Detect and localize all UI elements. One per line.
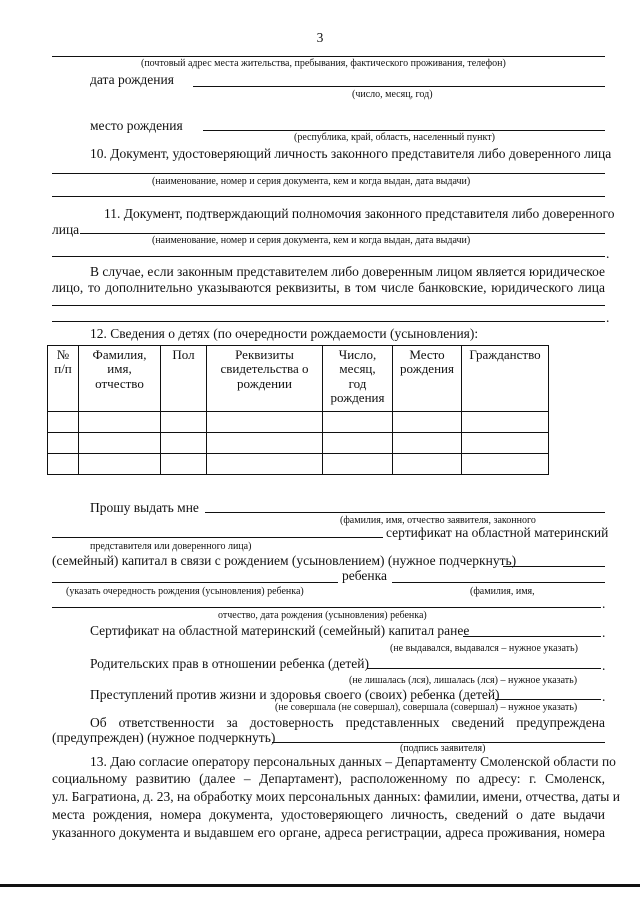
birth-place-label: место рождения <box>90 118 183 133</box>
table-row <box>48 433 549 454</box>
parental-rights-line[interactable] <box>367 668 601 669</box>
request-applicant-line-2[interactable] <box>52 537 383 538</box>
item13-line2: социальному развитию (далее – Департамент), расположенному по адресу: г. Смоленск, <box>52 771 605 786</box>
table-cell[interactable] <box>462 433 549 454</box>
page-number: 3 <box>316 30 324 45</box>
item13-line5: указанного документа и выдавшем его органе, адреса регистрации, адреса проживания, номера <box>52 825 605 840</box>
item11-line[interactable] <box>80 233 605 234</box>
legal-entity-line-a[interactable] <box>52 305 605 306</box>
table-cell[interactable] <box>161 433 207 454</box>
item11-heading-line1: 11. Документ, подтверждающий полномочия законного представителя либо доверенного <box>104 206 615 221</box>
table-cell[interactable] <box>462 454 549 475</box>
table-cell[interactable] <box>79 454 161 475</box>
table-cell[interactable] <box>323 454 393 475</box>
table-cell[interactable] <box>462 412 549 433</box>
birth-place-line[interactable] <box>203 130 605 131</box>
request-end-mark: . <box>602 596 606 611</box>
birth-place-caption: (республика, край, область, населенный пункт) <box>294 132 495 143</box>
col-birth-date: Число, месяц, год рождения <box>323 346 393 412</box>
request-caption-e: отчество, дата рождения (усыновления) ребенка) <box>218 610 427 621</box>
table-cell[interactable] <box>161 412 207 433</box>
address-line[interactable] <box>52 56 605 57</box>
table-cell[interactable] <box>393 433 462 454</box>
table-cell[interactable] <box>161 454 207 475</box>
certificate-before-end-mark: . <box>602 625 606 640</box>
table-cell[interactable] <box>207 433 323 454</box>
crimes-text: Преступлений против жизни и здоровья своего (своих) ребенка (детей) <box>90 687 500 702</box>
certificate-before-caption: (не выдавался, выдавался – нужное указать) <box>390 643 578 654</box>
item13-line1: 13. Даю согласие оператору персональных данных – Департаменту Смоленской области по <box>90 754 616 769</box>
table-cell[interactable] <box>393 412 462 433</box>
certificate-before-text: Сертификат на областной материнский (семейный) капитал ранее <box>90 623 470 638</box>
crimes-caption: (не совершала (не совершал), совершала (совершал) – нужное указать) <box>275 702 578 713</box>
children-table <box>47 345 549 475</box>
item11-line-2[interactable] <box>52 256 605 257</box>
request-child-line[interactable] <box>392 582 605 583</box>
request-label: Прошу выдать мне <box>90 500 199 515</box>
table-cell[interactable] <box>207 454 323 475</box>
request-applicant-line[interactable] <box>205 512 605 513</box>
col-number: № п/п <box>48 346 79 412</box>
request-child-word: ребенка <box>342 568 387 583</box>
col-citizenship: Гражданство <box>462 346 549 412</box>
item13-line4: места рождения, номера документа, удостоверяющего личность, сведений о дате выдачи <box>52 807 605 822</box>
request-caption-a: (фамилия, имя, отчество заявителя, законного <box>340 515 536 526</box>
parental-rights-text: Родительских прав в отношении ребенка (детей) <box>90 656 369 671</box>
table-cell[interactable] <box>79 433 161 454</box>
col-birth-certificate: Реквизиты свидетельства о рождении <box>207 346 323 412</box>
liability-caption: (подпись заявителя) <box>400 743 486 754</box>
page-bottom-rule <box>0 884 640 887</box>
request-caption-d: (фамилия, имя, <box>470 586 535 597</box>
legal-entity-line2: лицо, то дополнительно указываются реквизиты, в том числе банковские, юридического лица <box>52 280 605 295</box>
item11-caption: (наименование, номер и серия документа, кем и когда выдан, дата выдачи) <box>152 235 471 246</box>
liability-line1: Об ответственности за достоверность представленных сведений предупреждена <box>90 715 605 730</box>
item10-line-2[interactable] <box>52 196 605 197</box>
request-child-details-line[interactable] <box>52 607 601 608</box>
request-capital-line[interactable] <box>503 566 605 567</box>
birth-date-line[interactable] <box>193 86 605 87</box>
legal-entity-line1: В случае, если законным представителем либо доверенным лицом является юридическое <box>90 264 605 279</box>
birth-date-caption: (число, месяц, год) <box>352 89 433 100</box>
table-row <box>48 454 549 475</box>
parental-rights-caption: (не лишалась (лся), лишалась (лся) – нужное указать) <box>349 675 578 686</box>
item10-line[interactable] <box>52 173 605 174</box>
liability-line2: (предупрежден) (нужное подчеркнуть) <box>52 730 276 745</box>
table-cell[interactable] <box>323 412 393 433</box>
item10-caption: (наименование, номер и серия документа, кем и когда выдан, дата выдачи) <box>152 176 471 187</box>
crimes-end-mark: . <box>602 689 606 704</box>
table-cell[interactable] <box>48 454 79 475</box>
parental-rights-end-mark: . <box>602 658 606 673</box>
certificate-before-line[interactable] <box>463 636 601 637</box>
table-cell[interactable] <box>48 412 79 433</box>
item13-line3: ул. Багратиона, д. 23, на обработку моих персональных данных: фамилии, имени, отчества, даты и <box>52 789 620 804</box>
item12-heading: 12. Сведения о детях (по очередности рождаемости (усыновления): <box>90 326 479 341</box>
legal-entity-end-mark: . <box>606 310 610 325</box>
request-certificate-text: сертификат на областной материнский <box>386 525 609 540</box>
request-capital-text: (семейный) капитал в связи с рождением (усыновлением) (нужное подчеркнуть) <box>52 553 517 568</box>
crimes-line[interactable] <box>495 699 601 700</box>
table-cell[interactable] <box>207 412 323 433</box>
legal-entity-line-b[interactable] <box>52 321 605 322</box>
table-cell[interactable] <box>393 454 462 475</box>
request-order-line[interactable] <box>52 582 338 583</box>
col-fullname: Фамилия, имя, отчество <box>79 346 161 412</box>
table-cell[interactable] <box>48 433 79 454</box>
birth-date-label: дата рождения <box>90 72 174 87</box>
table-cell[interactable] <box>323 433 393 454</box>
item11-end-mark: . <box>606 246 610 261</box>
col-birth-place: Место рождения <box>393 346 462 412</box>
table-row <box>48 412 549 433</box>
item11-heading-line2: лица <box>52 222 80 237</box>
item10-heading: 10. Документ, удостоверяющий личность законного представителя либо доверенного лица <box>90 146 612 161</box>
col-sex: Пол <box>161 346 207 412</box>
table-cell[interactable] <box>79 412 161 433</box>
request-caption-c: (указать очередность рождения (усыновления) ребенка) <box>66 586 304 597</box>
address-caption: (почтовый адрес места жительства, пребывания, фактического проживания, телефон) <box>141 58 506 69</box>
request-caption-b: представителя или доверенного лица) <box>90 541 252 552</box>
